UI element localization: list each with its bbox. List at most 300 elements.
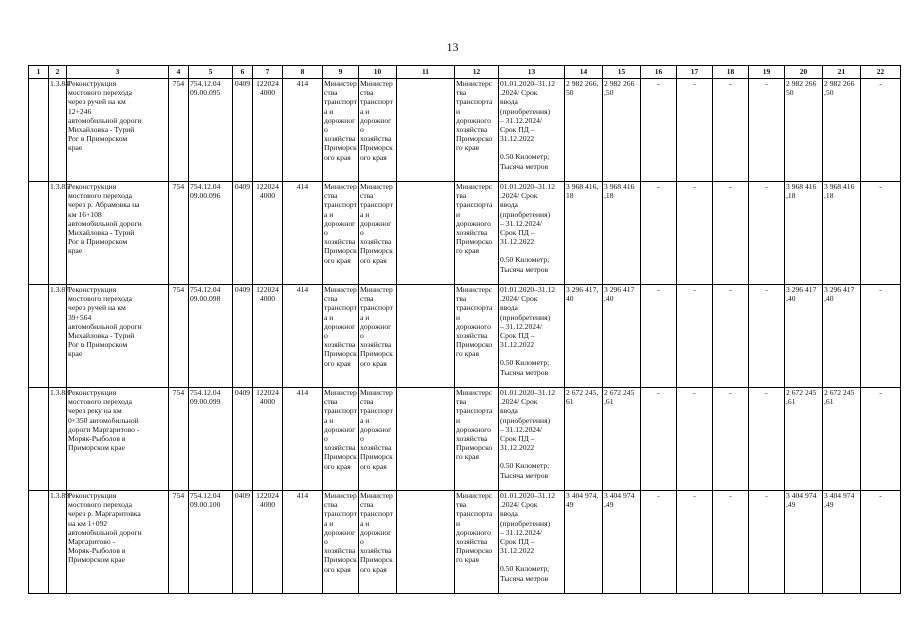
cell-c19 bbox=[749, 285, 785, 388]
cell-c4 bbox=[169, 285, 189, 388]
header-cell: 16 bbox=[641, 66, 677, 79]
cell-text: - bbox=[879, 79, 882, 88]
cell-text: дорожного bbox=[456, 115, 491, 125]
cell-text: - bbox=[765, 79, 768, 88]
header-row bbox=[29, 66, 901, 79]
header-cell: 7 bbox=[253, 66, 283, 79]
cell-text: 754 bbox=[172, 388, 185, 397]
cell-text: тва bbox=[456, 88, 467, 98]
cell-c18 bbox=[713, 285, 749, 388]
cell-text: – 31.12.2024/ bbox=[500, 115, 542, 125]
cell-c11 bbox=[397, 491, 455, 594]
cell-text: ого края bbox=[324, 255, 351, 265]
cell-text: ого края bbox=[324, 461, 351, 471]
cell-c8 bbox=[283, 285, 323, 388]
cell-text: транспорта bbox=[456, 97, 493, 107]
cell-c17 bbox=[677, 388, 713, 491]
cell-text: дорожног bbox=[324, 218, 356, 228]
cell-text: Министерс bbox=[456, 79, 493, 88]
cell-c1 bbox=[29, 285, 49, 388]
cell-text: 31.12.2022 bbox=[500, 546, 535, 556]
cell-c13 bbox=[499, 285, 565, 388]
header-cell: 19 bbox=[749, 66, 785, 79]
cell-text: транспорт bbox=[324, 509, 357, 519]
cell-text: - bbox=[765, 182, 768, 191]
cell-c1 bbox=[29, 491, 49, 594]
cell-text: ввода bbox=[500, 200, 518, 210]
cell-text: а и bbox=[360, 312, 370, 322]
cell-text: 414 bbox=[296, 388, 309, 397]
cell-text: 4000 bbox=[259, 88, 276, 98]
cell-text: Приморск bbox=[324, 143, 357, 153]
cell-text: 01.01.2020–31.12 bbox=[500, 182, 556, 191]
header-cell: 1 bbox=[29, 66, 49, 79]
header-cell: 18 bbox=[713, 66, 749, 79]
cell-text: 3 404 974 bbox=[604, 491, 635, 500]
cell-text: - bbox=[729, 491, 732, 500]
cell-text: ,18 bbox=[824, 191, 834, 201]
cell-text: 1.3.84 bbox=[50, 79, 69, 88]
cell-text: 0.50 Километр; bbox=[500, 255, 550, 265]
cell-text: - bbox=[879, 388, 882, 397]
cell-text: .2024/ Срок bbox=[500, 500, 538, 510]
cell-text: ого края bbox=[324, 358, 351, 368]
cell-text: Приморско bbox=[456, 237, 493, 247]
cell-text: го края bbox=[456, 246, 479, 256]
cell-text: Министер bbox=[360, 285, 393, 294]
cell-text: Реконструкция bbox=[68, 491, 117, 500]
cell-c9 bbox=[323, 79, 359, 182]
cell-text: 49 bbox=[566, 500, 574, 510]
cell-text: тва bbox=[456, 500, 467, 510]
cell-text: 0.50 Километр; bbox=[500, 564, 550, 574]
cell-text: 2 672 245 bbox=[824, 388, 855, 397]
cell-text: Приморск bbox=[360, 143, 393, 153]
cell-text: транспорта bbox=[456, 509, 493, 519]
cell-text: хозяйства bbox=[360, 237, 392, 247]
cell-text: ства bbox=[360, 397, 374, 407]
cell-c9 bbox=[323, 491, 359, 594]
cell-c8 bbox=[283, 491, 323, 594]
cell-text: ,18 bbox=[604, 191, 614, 201]
cell-text: 3 968 416, bbox=[566, 182, 599, 191]
cell-text: ого края bbox=[360, 152, 387, 162]
cell-text: 414 bbox=[296, 285, 309, 294]
cell-text: - bbox=[879, 182, 882, 191]
cell-text: - bbox=[693, 182, 696, 191]
cell-c3 bbox=[67, 182, 169, 285]
table-row bbox=[29, 182, 901, 285]
cell-text: 0409 bbox=[234, 285, 251, 294]
cell-text: 0409 bbox=[234, 388, 251, 397]
cell-c15 bbox=[603, 388, 641, 491]
cell-text: дорожног bbox=[324, 321, 356, 331]
cell-text: 61 bbox=[566, 397, 574, 407]
cell-text: 3 296 417 bbox=[604, 285, 635, 294]
cell-c22 bbox=[861, 388, 901, 491]
table-row bbox=[29, 79, 901, 182]
header-cell: 17 bbox=[677, 66, 713, 79]
cell-text: 01.01.2020–31.12 bbox=[500, 285, 556, 294]
cell-text: а и bbox=[324, 312, 334, 322]
cell-text: хозяйства bbox=[456, 434, 488, 444]
cell-text: дорожного bbox=[456, 527, 491, 537]
cell-text: 31.12.2022 bbox=[500, 340, 535, 350]
cell-text: Тысяча метров bbox=[500, 367, 549, 377]
header-cell: 3 bbox=[67, 66, 169, 79]
cell-text: Реконструкция bbox=[68, 388, 117, 397]
cell-text: 414 bbox=[296, 182, 309, 191]
header-cell: 13 bbox=[499, 66, 565, 79]
cell-text: 122024 bbox=[256, 79, 279, 88]
cell-c2 bbox=[49, 79, 67, 182]
table-row bbox=[29, 491, 901, 594]
cell-c17 bbox=[677, 491, 713, 594]
table-row bbox=[29, 285, 901, 388]
cell-c1 bbox=[29, 388, 49, 491]
cell-text: Приморск bbox=[324, 349, 357, 359]
cell-text: Срок ПД – bbox=[500, 434, 535, 444]
cell-c9 bbox=[323, 182, 359, 285]
cell-c13 bbox=[499, 388, 565, 491]
cell-text: и bbox=[456, 415, 461, 425]
cell-text: хозяйства bbox=[456, 331, 488, 341]
cell-text: о bbox=[360, 434, 364, 444]
cell-text: крае bbox=[68, 349, 83, 359]
cell-c10 bbox=[359, 491, 397, 594]
cell-text: ства bbox=[360, 88, 374, 98]
cell-text: – 31.12.2024/ bbox=[500, 218, 542, 228]
cell-c17 bbox=[677, 79, 713, 182]
cell-c4 bbox=[169, 182, 189, 285]
cell-text: ввода bbox=[500, 303, 518, 313]
cell-text: ,61 bbox=[824, 397, 834, 407]
cell-c13 bbox=[499, 491, 565, 594]
cell-text: ,49 bbox=[786, 500, 796, 510]
cell-text: Министер bbox=[360, 491, 393, 500]
cell-text: ого края bbox=[360, 255, 387, 265]
cell-c3 bbox=[67, 388, 169, 491]
cell-c2 bbox=[49, 285, 67, 388]
header-cell: 20 bbox=[785, 66, 823, 79]
cell-c10 bbox=[359, 182, 397, 285]
cell-text: тва bbox=[456, 294, 467, 304]
cell-c3 bbox=[67, 79, 169, 182]
cell-c3 bbox=[67, 491, 169, 594]
cell-c1 bbox=[29, 79, 49, 182]
cell-text: а и bbox=[324, 106, 334, 116]
cell-text: 3 296 417 bbox=[786, 285, 817, 294]
cell-text: ввода bbox=[500, 97, 518, 107]
cell-text: хозяйства bbox=[324, 134, 356, 144]
cell-c16 bbox=[641, 491, 677, 594]
cell-text: крае bbox=[68, 246, 83, 256]
cell-text: Приморско bbox=[456, 546, 493, 556]
cell-text: хозяйства bbox=[324, 546, 356, 556]
table-body bbox=[29, 79, 901, 594]
cell-text: ,40 bbox=[786, 294, 796, 304]
cell-text: транспорт bbox=[360, 406, 393, 416]
cell-text: транспорт bbox=[324, 200, 357, 210]
cell-text: - bbox=[657, 491, 660, 500]
unit-note bbox=[500, 564, 563, 582]
cell-text: .2024/ Срок bbox=[500, 294, 538, 304]
cell-c21 bbox=[823, 388, 861, 491]
cell-c5 bbox=[189, 491, 233, 594]
cell-text: Маргаритово - bbox=[68, 537, 116, 547]
cell-text: .2024/ Срок bbox=[500, 191, 538, 201]
cell-text: мостового перехода bbox=[68, 191, 132, 201]
cell-text: Михайловка - Турий bbox=[68, 331, 135, 341]
cell-text: - bbox=[693, 285, 696, 294]
cell-text: Приморск bbox=[324, 246, 357, 256]
cell-text: - bbox=[765, 388, 768, 397]
cell-c7 bbox=[253, 79, 283, 182]
cell-c8 bbox=[283, 79, 323, 182]
cell-text: - bbox=[729, 79, 732, 88]
cell-text: - bbox=[657, 285, 660, 294]
cell-c13 bbox=[499, 79, 565, 182]
cell-text: о bbox=[324, 125, 328, 135]
cell-text: о bbox=[360, 228, 364, 238]
cell-c19 bbox=[749, 491, 785, 594]
cell-text: ввода bbox=[500, 406, 518, 416]
cell-c17 bbox=[677, 182, 713, 285]
cell-text: ства bbox=[324, 397, 338, 407]
cell-text: го края bbox=[456, 555, 479, 565]
cell-text: 122024 bbox=[256, 388, 279, 397]
cell-text: Срок ПД – bbox=[500, 331, 535, 341]
cell-text: ,18 bbox=[786, 191, 796, 201]
cell-text: Приморско bbox=[456, 443, 493, 453]
cell-text: ства bbox=[324, 88, 338, 98]
cell-text: о bbox=[360, 125, 364, 135]
cell-text: Тысяча метров bbox=[500, 161, 549, 171]
cell-text: 40 bbox=[566, 294, 574, 304]
cell-text: хозяйства bbox=[324, 237, 356, 247]
cell-c19 bbox=[749, 79, 785, 182]
cell-text: Приморск bbox=[324, 555, 357, 565]
cell-text: транспорт bbox=[360, 200, 393, 210]
cell-text: 3 296 417, bbox=[566, 285, 599, 294]
cell-c21 bbox=[823, 285, 861, 388]
cell-text: ,40 bbox=[824, 294, 834, 304]
cell-c7 bbox=[253, 285, 283, 388]
header-cell: 15 bbox=[603, 66, 641, 79]
cell-text: ,49 bbox=[604, 500, 614, 510]
cell-text: Приморск bbox=[360, 246, 393, 256]
cell-text: Реконструкция bbox=[68, 182, 117, 191]
cell-text: 3 968 416 bbox=[786, 182, 817, 191]
cell-text: 3 404 974 bbox=[786, 491, 817, 500]
cell-text: дорожного bbox=[456, 424, 491, 434]
cell-c14 bbox=[565, 491, 603, 594]
cell-c6 bbox=[233, 388, 253, 491]
cell-c9 bbox=[323, 388, 359, 491]
cell-text: а и bbox=[360, 415, 370, 425]
cell-text: 754 bbox=[172, 79, 185, 88]
cell-text: дороги Маргаритово - bbox=[68, 424, 140, 434]
cell-text: транспорт bbox=[324, 303, 357, 313]
cell-text: 2 982 266 bbox=[786, 79, 817, 88]
cell-c6 bbox=[233, 285, 253, 388]
cell-c6 bbox=[233, 182, 253, 285]
cell-text: Министер bbox=[360, 182, 393, 191]
cell-text: 09.00.099 bbox=[190, 397, 221, 407]
cell-text: хозяйства bbox=[360, 443, 392, 453]
cell-text: 3 968 416 bbox=[824, 182, 855, 191]
cell-text: ства bbox=[324, 294, 338, 304]
cell-text: 3 404 974 bbox=[824, 491, 855, 500]
cell-c20 bbox=[785, 491, 823, 594]
cell-text: хозяйства bbox=[360, 546, 392, 556]
cell-text: ого края bbox=[324, 152, 351, 162]
header-cell: 12 bbox=[455, 66, 499, 79]
cell-text: - bbox=[879, 491, 882, 500]
cell-text: 39+564 bbox=[68, 312, 92, 322]
cell-text: 4000 bbox=[259, 500, 276, 510]
cell-text: 0409 bbox=[234, 491, 251, 500]
cell-text: о bbox=[360, 537, 364, 547]
cell-text: ства bbox=[324, 191, 338, 201]
cell-text: автомобильной дороги bbox=[68, 527, 142, 537]
cell-text: Приморск bbox=[324, 452, 357, 462]
header-cell: 10 bbox=[359, 66, 397, 79]
cell-text: Приморско bbox=[456, 134, 493, 144]
cell-text: Реконструкция bbox=[68, 285, 117, 294]
cell-text: 3 296 417 bbox=[824, 285, 855, 294]
cell-text: 50 bbox=[786, 88, 794, 98]
header-cell: 11 bbox=[397, 66, 455, 79]
cell-c13 bbox=[499, 182, 565, 285]
cell-text: 754.12.04 bbox=[190, 388, 221, 397]
cell-text: ,61 bbox=[786, 397, 796, 407]
cell-text: 4000 bbox=[259, 191, 276, 201]
cell-c15 bbox=[603, 79, 641, 182]
cell-text: 754 bbox=[172, 285, 185, 294]
cell-text: – 31.12.2024/ bbox=[500, 424, 542, 434]
cell-text: 2 982 266 bbox=[824, 79, 855, 88]
cell-text: Приморск bbox=[360, 349, 393, 359]
cell-text: Срок ПД – bbox=[500, 537, 535, 547]
cell-text: 0.50 Километр; bbox=[500, 358, 550, 368]
table-row bbox=[29, 388, 901, 491]
cell-text: через р. Абрамовка на bbox=[68, 200, 140, 210]
unit-note bbox=[500, 255, 563, 273]
cell-text: Министер bbox=[360, 388, 393, 397]
cell-text: 01.01.2020–31.12 bbox=[500, 388, 556, 397]
cell-c18 bbox=[713, 79, 749, 182]
cell-text: мостового перехода bbox=[68, 88, 132, 98]
cell-c16 bbox=[641, 285, 677, 388]
cell-c7 bbox=[253, 182, 283, 285]
cell-text: Министер bbox=[324, 79, 357, 88]
cell-text: 4000 bbox=[259, 294, 276, 304]
cell-c15 bbox=[603, 182, 641, 285]
cell-c4 bbox=[169, 388, 189, 491]
cell-text: ,50 bbox=[824, 88, 834, 98]
cell-c20 bbox=[785, 388, 823, 491]
cell-text: 122024 bbox=[256, 182, 279, 191]
cell-text: 01.01.2020–31.12 bbox=[500, 79, 556, 88]
cell-text: а и bbox=[360, 209, 370, 219]
cell-text: Приморск bbox=[360, 555, 393, 565]
cell-text: ого края bbox=[360, 564, 387, 574]
cell-text: ства bbox=[324, 500, 338, 510]
cell-text: 0.50 Километр; bbox=[500, 152, 550, 162]
cell-text: - bbox=[693, 79, 696, 88]
cell-text: Михайловка - Турий bbox=[68, 125, 135, 135]
cell-text: а и bbox=[324, 518, 334, 528]
cell-text: хозяйства bbox=[456, 228, 488, 238]
cell-text: Министер bbox=[360, 79, 393, 88]
cell-text: дорожног bbox=[324, 527, 356, 537]
cell-text: 1.3.85 bbox=[50, 182, 69, 191]
cell-c20 bbox=[785, 79, 823, 182]
cell-c5 bbox=[189, 79, 233, 182]
cell-text: Тысяча метров bbox=[500, 470, 549, 480]
cell-text: (приобретения) bbox=[500, 518, 551, 528]
cell-text: крае bbox=[68, 143, 83, 153]
cell-text: ,49 bbox=[824, 500, 834, 510]
cell-text: – 31.12.2024/ bbox=[500, 321, 542, 331]
cell-c20 bbox=[785, 182, 823, 285]
cell-text: транспорт bbox=[324, 406, 357, 416]
cell-text: 754.12.04 bbox=[190, 285, 221, 294]
cell-text: ства bbox=[360, 500, 374, 510]
cell-text: а и bbox=[324, 209, 334, 219]
cell-c19 bbox=[749, 182, 785, 285]
cell-text: го края bbox=[456, 349, 479, 359]
cell-text: 122024 bbox=[256, 285, 279, 294]
cell-c15 bbox=[603, 285, 641, 388]
cell-c2 bbox=[49, 388, 67, 491]
cell-text: ввода bbox=[500, 509, 518, 519]
cell-text: 2 672 245, bbox=[566, 388, 599, 397]
cell-text: и bbox=[456, 518, 461, 528]
cell-c22 bbox=[861, 285, 901, 388]
cell-text: 2 982 266 bbox=[604, 79, 635, 88]
cell-text: транспорт bbox=[360, 303, 393, 313]
cell-text: ,50 bbox=[604, 88, 614, 98]
cell-text: Министер bbox=[324, 491, 357, 500]
cell-text: 122024 bbox=[256, 491, 279, 500]
cell-text: Моряк-Рыболов в bbox=[68, 546, 126, 556]
cell-text: 754.12.04 bbox=[190, 491, 221, 500]
cell-text: Рог в Приморском bbox=[68, 340, 128, 350]
cell-text: дорожног bbox=[360, 218, 392, 228]
cell-text: 01.01.2020–31.12 bbox=[500, 491, 556, 500]
cell-text: Моряк-Рыболов в bbox=[68, 434, 126, 444]
cell-text: 0.50 Километр; bbox=[500, 461, 550, 471]
cell-text: Министерс bbox=[456, 285, 493, 294]
cell-text: тва bbox=[456, 397, 467, 407]
cell-c11 bbox=[397, 79, 455, 182]
cell-text: Министер bbox=[324, 182, 357, 191]
cell-c22 bbox=[861, 491, 901, 594]
cell-text: дорожног bbox=[360, 424, 392, 434]
cell-text: Министерс bbox=[456, 182, 493, 191]
cell-text: - bbox=[693, 388, 696, 397]
cell-text: 3 404 974, bbox=[566, 491, 599, 500]
cell-text: 31.12.2022 bbox=[500, 134, 535, 144]
cell-text: Приморском крае bbox=[68, 555, 126, 565]
header-cell: 21 bbox=[823, 66, 861, 79]
cell-text: 09.00.095 bbox=[190, 88, 221, 98]
cell-c5 bbox=[189, 388, 233, 491]
cell-text: 1.3.88 bbox=[50, 388, 69, 397]
cell-text: км 16+108 bbox=[68, 209, 102, 219]
